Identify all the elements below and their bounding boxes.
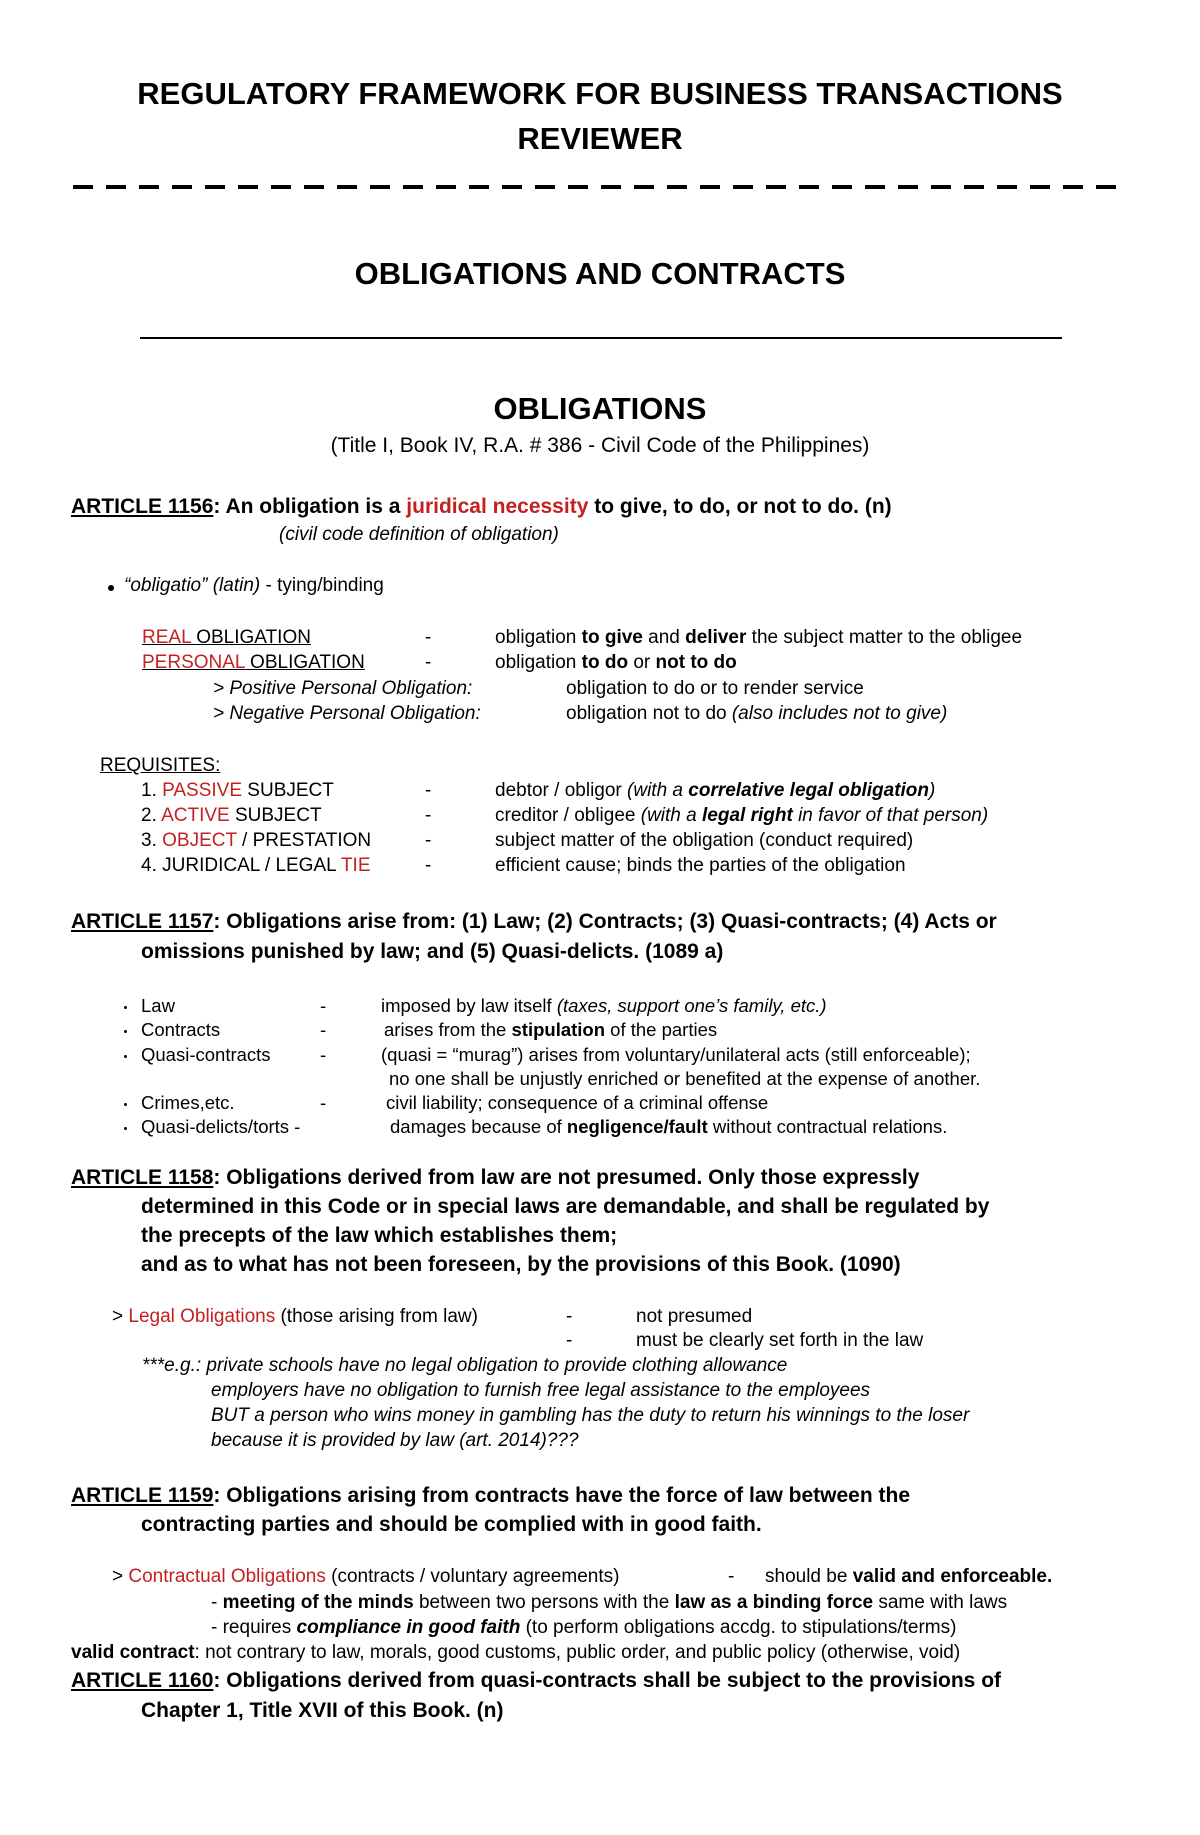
personal-dash: - bbox=[425, 652, 432, 673]
requisite-2-dash: - bbox=[425, 805, 432, 826]
requisite-3-dash: - bbox=[425, 830, 432, 851]
requisites-label: REQUISITES: bbox=[100, 755, 221, 776]
requisite-2-desc: creditor / obligee (with a legal right in favor of that person) bbox=[495, 805, 989, 826]
source-quasi-dash: - bbox=[320, 1044, 327, 1065]
article-1157-line2: omissions punished by law; and (5) Quasi-delicts. (1089 a) bbox=[141, 940, 724, 963]
good-faith: - requires compliance in good faith (to perform obligations accdg. to stipulations/terms) bbox=[211, 1617, 957, 1638]
dashed-divider bbox=[73, 185, 1129, 189]
example-1: ***e.g.: private schools have no legal obligation to provide clothing allowance bbox=[142, 1355, 788, 1376]
legal-dash-1: - bbox=[566, 1306, 573, 1327]
positive-personal-label: > Positive Personal Obligation: bbox=[213, 678, 473, 699]
source-quasi-desc: (quasi = “murag”) arises from voluntary/unilateral acts (still enforceable); bbox=[381, 1044, 971, 1065]
article-1158-label: ARTICLE 1158 bbox=[71, 1166, 214, 1189]
source-quasi-delicts-desc: damages because of negligence/fault without contractual relations. bbox=[390, 1116, 948, 1137]
article-1156-text-end: to give, to do, or not to do. (n) bbox=[588, 495, 892, 518]
article-1158-line4: and as to what has not been foreseen, by the provisions of this Book. (1090) bbox=[141, 1253, 901, 1276]
contractual-dash: - bbox=[728, 1566, 735, 1587]
legal-item-2: must be clearly set forth in the law bbox=[636, 1330, 924, 1351]
article-1158-line3: the precepts of the law which establishes them; bbox=[141, 1224, 618, 1247]
bullet-dot bbox=[124, 1127, 127, 1130]
bullet-dot bbox=[124, 1055, 127, 1058]
article-1160-label: ARTICLE 1160 bbox=[71, 1669, 214, 1692]
obligations-heading: OBLIGATIONS bbox=[493, 391, 707, 426]
article-1156-note: (civil code definition of obligation) bbox=[279, 524, 559, 545]
obligations-subheading: (Title I, Book IV, R.A. # 386 - Civil Code of the Philippines) bbox=[330, 434, 870, 457]
document-title-line2: REVIEWER bbox=[517, 121, 683, 156]
real-obligation-desc: obligation to give and deliver the subject matter to the obligee bbox=[495, 627, 1023, 648]
divider-line bbox=[140, 337, 1062, 339]
article-1156-label: ARTICLE 1156 bbox=[71, 495, 214, 518]
positive-personal-desc: obligation to do or to render service bbox=[566, 678, 864, 699]
section-title: OBLIGATIONS AND CONTRACTS bbox=[354, 256, 846, 291]
bullet-dot bbox=[124, 1103, 127, 1106]
requisite-4-desc: efficient cause; binds the parties of the obligation bbox=[495, 855, 906, 876]
example-3: BUT a person who wins money in gambling has the duty to return his winnings to the loser bbox=[211, 1405, 970, 1426]
obligatio-bullet: “obligatio” (latin) - tying/binding bbox=[124, 575, 384, 596]
valid-contract: valid contract: not contrary to law, morals, good customs, public order, and public policy (otherwise, void) bbox=[71, 1642, 961, 1663]
article-1156-highlight: juridical necessity bbox=[406, 495, 589, 518]
source-crimes: Crimes,etc. bbox=[141, 1092, 235, 1113]
source-law-dash: - bbox=[320, 995, 327, 1016]
source-crimes-desc: civil liability; consequence of a criminal offense bbox=[386, 1092, 769, 1113]
real-dash: - bbox=[425, 627, 432, 648]
requisite-4: 4. JURIDICAL / LEGAL TIE bbox=[141, 855, 371, 876]
article-1158-line2: determined in this Code or in special laws are demandable, and shall be regulated by bbox=[141, 1195, 990, 1218]
bullet-dot bbox=[124, 1030, 127, 1033]
source-quasi-contracts: Quasi-contracts bbox=[141, 1044, 271, 1065]
source-contracts-dash: - bbox=[320, 1019, 327, 1040]
personal-obligation-label: PERSONAL OBLIGATION bbox=[142, 652, 365, 673]
article-1160: ARTICLE 1160: Obligations derived from quasi-contracts shall be subject to the provisions of bbox=[71, 1669, 1002, 1692]
requisite-1: 1. PASSIVE SUBJECT bbox=[141, 780, 334, 801]
requisite-4-dash: - bbox=[425, 855, 432, 876]
requisite-3: 3. OBJECT / PRESTATION bbox=[141, 830, 372, 851]
example-2: employers have no obligation to furnish free legal assistance to the employees bbox=[211, 1380, 871, 1401]
bullet-dot bbox=[108, 585, 114, 591]
negative-personal-desc: obligation not to do (also includes not to give) bbox=[566, 703, 948, 724]
article-1159: ARTICLE 1159: Obligations arising from contracts have the force of law between the bbox=[71, 1484, 911, 1507]
article-1159-line2: contracting parties and should be complied with in good faith. bbox=[141, 1513, 762, 1536]
article-1157: ARTICLE 1157: Obligations arise from: (1) Law; (2) Contracts; (3) Quasi-contracts; (4) Acts or bbox=[71, 910, 997, 933]
article-1156 bbox=[71, 495, 892, 519]
source-quasi-desc-2: no one shall be unjustly enriched or benefited at the expense of another. bbox=[389, 1068, 981, 1089]
contractual-should: should be valid and enforceable. bbox=[765, 1566, 1053, 1587]
legal-obligations: > Legal Obligations (those arising from law) bbox=[112, 1306, 478, 1327]
document-title: REGULATORY FRAMEWORK FOR BUSINESS TRANSACTIONS bbox=[137, 76, 1063, 111]
legal-dash-2: - bbox=[566, 1330, 573, 1351]
example-4: because it is provided by law (art. 2014)??? bbox=[211, 1430, 579, 1451]
source-law-desc: imposed by law itself (taxes, support one’s family, etc.) bbox=[381, 995, 827, 1016]
negative-personal-label: > Negative Personal Obligation: bbox=[213, 703, 481, 724]
source-law: Law bbox=[141, 995, 175, 1016]
real-obligation-label: REAL OBLIGATION bbox=[142, 627, 311, 648]
requisite-1-desc: debtor / obligor (with a correlative legal obligation) bbox=[495, 780, 936, 801]
source-quasi-delicts: Quasi-delicts/torts - bbox=[141, 1116, 301, 1137]
article-1160-line2: Chapter 1, Title XVII of this Book. (n) bbox=[141, 1699, 504, 1722]
requisite-2: 2. ACTIVE SUBJECT bbox=[141, 805, 322, 826]
bullet-dot bbox=[124, 1006, 127, 1009]
source-contracts-desc: arises from the stipulation of the parties bbox=[384, 1019, 718, 1040]
meeting-of-minds: - meeting of the minds between two persons with the law as a binding force same with laws bbox=[211, 1592, 1008, 1613]
legal-item-1: not presumed bbox=[636, 1306, 753, 1327]
article-1157-label: ARTICLE 1157 bbox=[71, 910, 214, 933]
article-1158: ARTICLE 1158: Obligations derived from law are not presumed. Only those expressly bbox=[71, 1166, 920, 1189]
requisite-3-desc: subject matter of the obligation (conduct required) bbox=[495, 830, 914, 851]
source-contracts: Contracts bbox=[141, 1019, 221, 1040]
article-1156-text: : An obligation is a bbox=[213, 495, 407, 518]
source-crimes-dash: - bbox=[320, 1092, 327, 1113]
requisite-1-dash: - bbox=[425, 780, 432, 801]
contractual-obligations: > Contractual Obligations (contracts / voluntary agreements) bbox=[112, 1566, 620, 1587]
article-1159-label: ARTICLE 1159 bbox=[71, 1484, 214, 1507]
personal-obligation-desc: obligation to do or not to do bbox=[495, 652, 737, 673]
